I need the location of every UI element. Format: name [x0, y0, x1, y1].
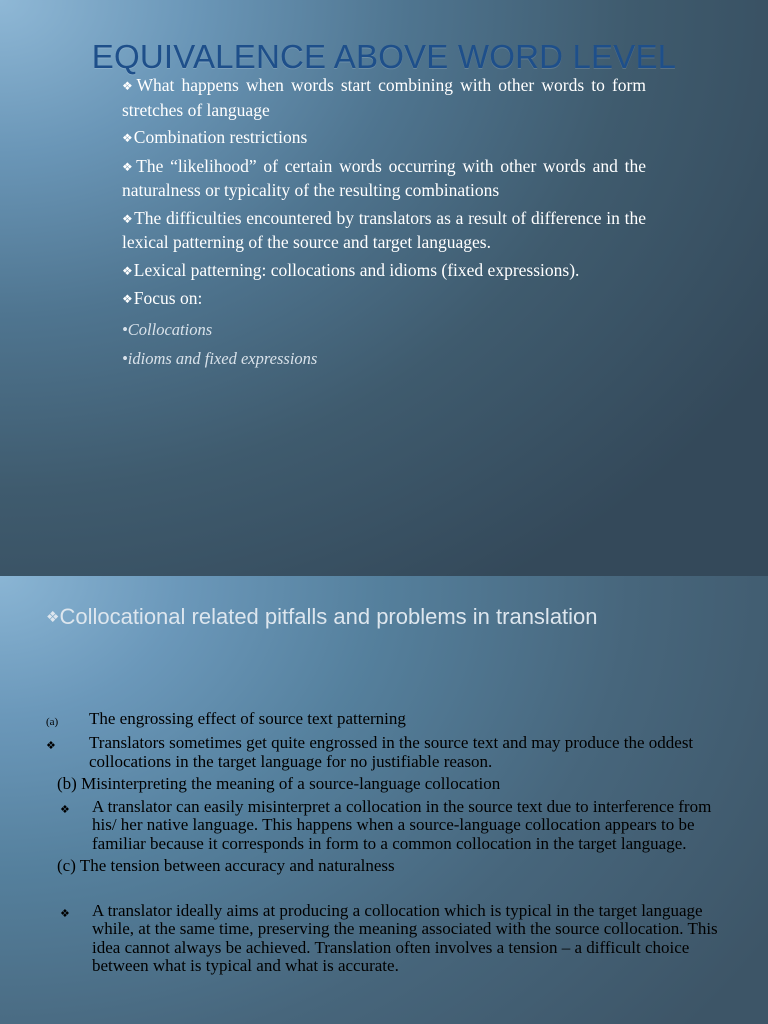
bullet-item: ❖Focus on: — [122, 288, 203, 308]
dot-bullet-icon: • — [122, 319, 128, 339]
item-a-text: Translators sometimes get quite engrossed in the source text and may produce the oddest collocations in the target language for no justifiable reason. — [89, 733, 694, 771]
dot-bullet-icon: • — [122, 349, 128, 368]
item-a-heading-row — [0, 710, 768, 730]
diamond-bullet-icon: ❖ — [122, 292, 133, 306]
item-b-text: A translator can easily misinterpret a collocation in the source text due to interference from his/ her native language. This happens when a source-language collocation appears to be familiar because it corresponds in form to a common collocation in the target language. — [92, 796, 712, 853]
bullet-list — [122, 74, 646, 375]
item-c-text: A translator ideally aims at producing a collocation which is typical in the target language while, at the same time, preserving the meaning associated with the source collocation. This idea cannot always be achieved. Translation often involves a tension – a difficult choice between what is typical and what is accurate. — [92, 900, 718, 975]
diamond-bullet-icon: ❖ — [122, 211, 134, 226]
item-marker: (a) — [46, 716, 59, 728]
diamond-bullet-icon: ❖ — [122, 131, 133, 145]
diamond-bullet-icon: ❖ — [122, 159, 136, 174]
bullet-item: ❖The difficulties encountered by translators as a result of difference in the lexical patterning of the source and target languages. — [122, 207, 647, 252]
item-c-text-row — [0, 902, 768, 976]
bullet-item: ❖Combination restrictions — [122, 127, 308, 147]
diamond-bullet-icon: ❖ — [60, 907, 70, 920]
item-c-heading-row — [0, 857, 768, 876]
slide-2-title: ❖Collocational related pitfalls and problems in translation — [46, 604, 598, 629]
slide-2-body — [0, 710, 768, 976]
diamond-bullet-icon: ❖ — [122, 79, 136, 93]
item-b-heading: (b) Misinterpreting the meaning of a source-language collocation — [57, 774, 501, 793]
diamond-bullet-icon: ❖ — [60, 803, 70, 816]
bullet-item: ❖The “likelihood” of certain words occurring with other words and the naturalness or typicality of the resulting combinations — [122, 155, 646, 200]
diamond-bullet-icon: ❖ — [46, 609, 60, 626]
sub-item: •idioms and fixed expressions — [122, 349, 318, 368]
item-a-heading: The engrossing effect of source text patterning — [89, 709, 406, 728]
item-c-heading: (c) The tension between accuracy and naturalness — [57, 856, 395, 875]
item-b-text-row — [0, 798, 768, 854]
item-a-text-row — [0, 734, 768, 771]
bullet-item: ❖What happens when words start combining with other words to form stretches of language — [122, 75, 646, 120]
sub-item: •Collocations — [122, 319, 213, 339]
bullet-item: ❖Lexical patterning: collocations and idioms (fixed expressions). — [122, 259, 580, 280]
slide-title: EQUIVALENCE ABOVE WORD LEVEL — [91, 38, 677, 75]
item-b-heading-row — [0, 775, 768, 794]
diamond-bullet-icon: ❖ — [122, 263, 133, 278]
diamond-bullet-icon: ❖ — [46, 740, 56, 752]
